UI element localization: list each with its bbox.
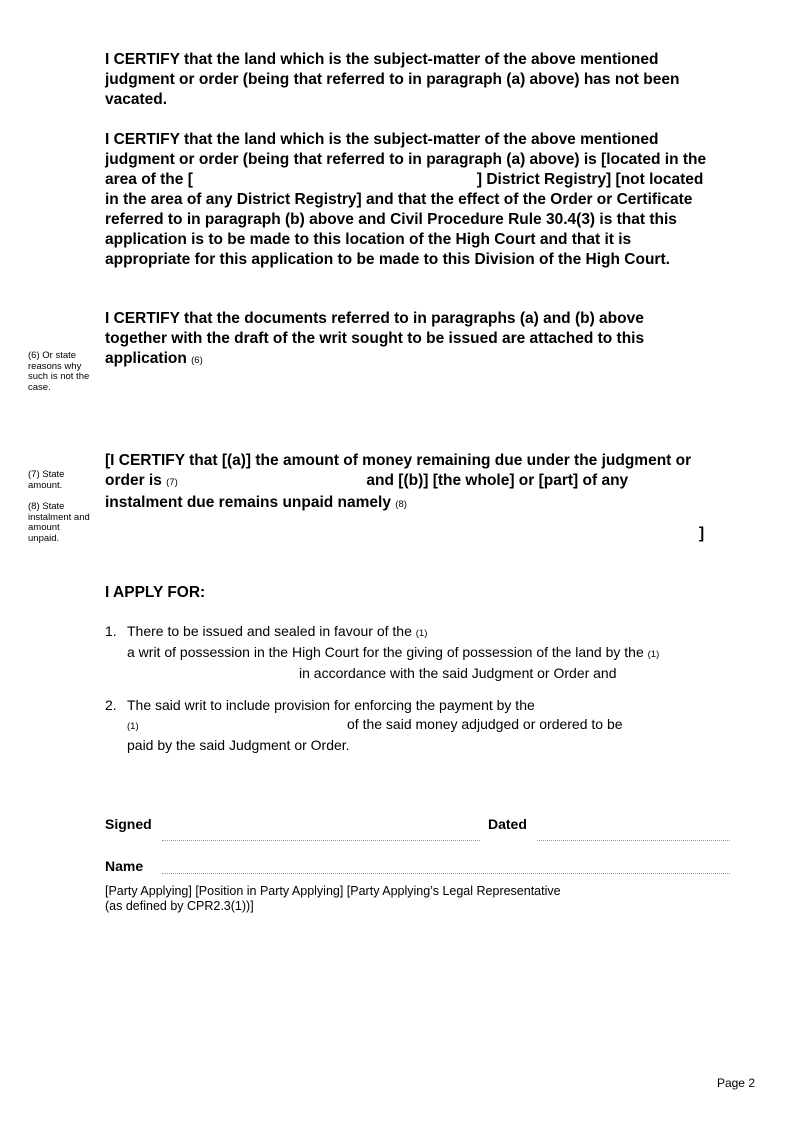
item-2-line-3 (127, 736, 725, 755)
certify-amount-paragraph (105, 451, 705, 515)
closing-bracket: ] (699, 525, 705, 542)
apply-item-2 (105, 696, 725, 755)
item-2-ref-1: (1) (127, 721, 139, 732)
certify-location-text-2: ] District Registry] [not located in the area of any District Registry] and that the effect of the Order or Certificate referred to in paragraph (b) above and Civil Procedure Rule 30.4(3) is that this application is to be made to this location of the High Court and that it is appropriate for this application to be made to this Division of the High Court. (105, 171, 704, 268)
signed-label: Signed (105, 816, 152, 832)
certify-location-paragraph (105, 130, 715, 270)
certify-vacated-paragraph: I CERTIFY that the land which is the subject-matter of the above mentioned judgment or order (being that referred to in paragraph (a) above) has not been vacated. (105, 51, 680, 108)
party-applying-note (105, 884, 705, 914)
page-number: Page 2 (716, 1076, 755, 1090)
footnote-ref-7: (7) (166, 477, 178, 488)
apply-item-1 (105, 622, 725, 683)
item-2-text-3: paid by the said Judgment or Order. (127, 737, 350, 753)
item-2-line-2 (127, 715, 725, 736)
item-1-text-1: There to be issued and sealed in favour of the (127, 623, 412, 639)
item-1-ref-1: (1) (415, 628, 428, 639)
item-1-line-3 (127, 664, 725, 683)
item-number: 1. (105, 623, 117, 639)
margin-note-7: (7) State amount. (28, 469, 65, 491)
item-1-line-2 (127, 643, 725, 664)
certify-documents-paragraph (105, 309, 695, 371)
dated-line[interactable] (537, 840, 730, 841)
certify-amount-text-1: [I CERTIFY that [(a)] the amount of money remaining due under the judgment or order is (105, 452, 692, 489)
certify-location-text-1: I CERTIFY that the land which is the subject-matter of the above mentioned judgment or order (being that referred to in paragraph (a) above) is [located in the area of the [ (105, 131, 707, 188)
party-line-1: [Party Applying] [Position in Party Applying] [Party Applying’s Legal Representative (105, 884, 561, 898)
item-1-text-2: a writ of possession in the High Court for the giving of possession of the land by the (127, 644, 644, 660)
signed-line[interactable] (162, 840, 480, 841)
name-label: Name (105, 858, 144, 874)
footnote-ref-8: (8) (395, 499, 407, 510)
certify-amount-text-2: and [(b)] [the whole] or [part] of any instalment due remains unpaid namely (105, 472, 629, 511)
item-2-line-1 (127, 696, 725, 715)
item-1-line-1 (127, 622, 725, 643)
item-1-ref-2: (1) (647, 649, 660, 660)
item-1-text-3: in accordance with the said Judgment or Order and (299, 665, 617, 681)
apply-heading: I APPLY FOR: (105, 584, 206, 601)
certify-documents-text: I CERTIFY that the documents referred to in paragraphs (a) and (b) above together with the draft of the writ sought to be issued are attached to this application (105, 310, 645, 367)
footnote-ref-6: (6) (191, 355, 203, 366)
margin-note-8: (8) State instalment and amount unpaid. (28, 501, 90, 544)
item-2-text-1: The said writ to include provision for enforcing the payment by the (127, 697, 535, 713)
party-line-2: (as defined by CPR2.3(1))] (105, 899, 254, 913)
margin-note-6: (6) Or state reasons why such is not the case. (28, 350, 90, 393)
name-line[interactable] (162, 873, 730, 874)
dated-label: Dated (488, 816, 527, 832)
item-number: 2. (105, 697, 117, 713)
item-2-text-2: of the said money adjudged or ordered to be (347, 716, 623, 732)
